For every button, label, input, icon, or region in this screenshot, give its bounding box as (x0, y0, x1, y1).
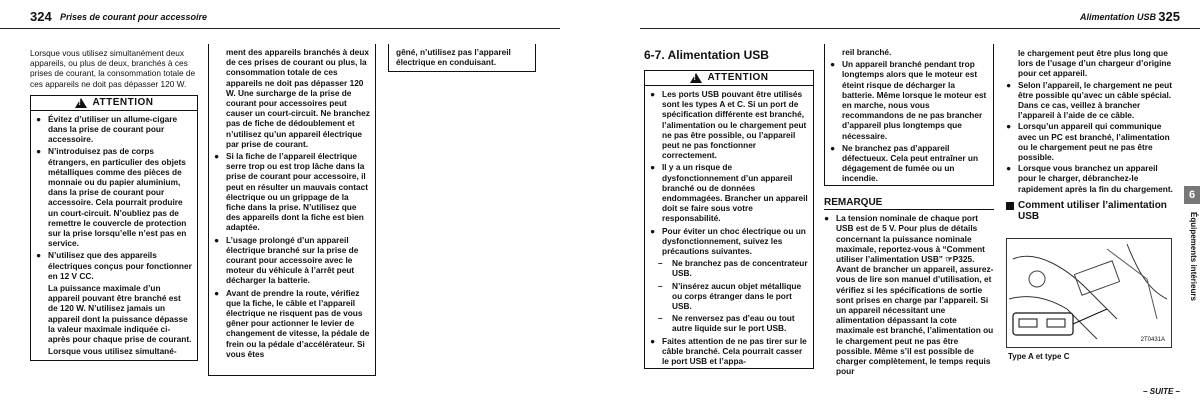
square-bullet-icon (1006, 202, 1014, 210)
list-item: ● Selon l’appareil, le chargement ne peut être possible qu’avec un câble spécial. Dans ce cas, veillez à brancher l’appareil à l’aide de ce câble. (1006, 79, 1172, 121)
subsection-title: Comment utiliser l’alimentation USB (1018, 199, 1167, 222)
remarque-title: REMARQUE (824, 198, 994, 210)
figure-code: 2T0431A (1140, 337, 1165, 343)
list-item: – Ne renversez pas d’eau ou tout autre liquide sur le port USB. (658, 313, 795, 334)
chapter-label: Équipements intérieurs (1189, 212, 1198, 301)
continued-text: Lorsque vous utilisez simultané- (48, 346, 177, 357)
list-item: ● Il y a un risque de dysfonctionnement d’un appareil branché ou de données endommagées. Brancher un appareil doit se faire sous votre responsabilité. (650, 162, 808, 224)
list-item: ● Faites attention de ne pas tirer sur le câble branché. Cela pourrait casser le port USB et l’appa- (650, 335, 807, 367)
list-item: ● Pour éviter un choc électrique ou un dysfonctionnement, suivez les précautions suivantes. (650, 225, 806, 257)
column-text: gêné, n’utilisez pas l’appareil électrique en conduisant. (396, 47, 511, 68)
page-number: 325 (1158, 9, 1180, 24)
page-header (640, 6, 1200, 29)
figure-caption: Type A et type C (1008, 352, 1070, 361)
chapter-tab: 6 (1184, 186, 1200, 204)
list-item: – N’insérez aucun objet métallique ou corps étranger dans le port USB. (658, 280, 802, 312)
column-lead-text: le chargement peut être plus long que lors de l’usage d’un chargeur d’origine pour cet appareil. (1018, 48, 1172, 79)
list-item: ● Un appareil branché pendant trop longtemps alors que le moteur est éteint risque de décharger la batterie. Même lorsque le moteur est en marche, nous vous recommandons de ne pas brancher d’appareil plus longtemps que nécessaire. (830, 59, 987, 141)
page-325 (640, 0, 1200, 402)
page-header (0, 6, 560, 29)
subsection-heading (1006, 200, 1174, 222)
list-item: ● La tension nominale de chaque port USB est de 5 V. Pour plus de détails concernant la puissance nominale maximale, reportez-vous à “Comment utiliser l’alimentation USB” ☞P325. Avant de brancher un appareil, assurez-vous de lire son manuel d’utilisation, et vérifiez si les spécifications de sortie sont prises en charge par l’appareil. Si un appareil nécessitant une alimentation dépassant la cote maximale est branché, l’alimentation ou le chargement peut ne pas être possible. Même s’il est possible de charger complètement, le temps requis pour (824, 213, 994, 377)
continued-marker: – SUITE – (1143, 387, 1180, 396)
left-column-2 (208, 44, 376, 376)
list-item: ● Avant de prendre la route, vérifiez que la fiche, le câble et l’appareil électrique ne risquent pas de vous gêner pour actionner le levier de changement de vitesse, la pédale de frein ou la pédale d’accélérateur. Si vous êtes (214, 287, 370, 359)
attention-label: ATTENTION (92, 96, 154, 108)
attention-box (30, 95, 198, 362)
list-item: ● Lorsque vous branchez un appareil pour le charger, débranchez-le rapidement après la fin du chargement. (1006, 163, 1173, 194)
header-title: Prises de courant pour accessoire (60, 12, 208, 22)
usb-location-figure (1006, 238, 1172, 348)
list-item: ● Les ports USB pouvant être utilisés sont les types A et C. Si un port de spécification différente est branché, l’alimentation ou le chargement peut ne pas être possible, ou l’appareil peut ne pas fonctionner correctement. (650, 89, 807, 161)
page-number: 324 (30, 9, 52, 24)
warning-triangle-icon (75, 98, 87, 108)
intro-paragraph: Lorsque vous utilisez simultanément deux appareils, ou plus de deux, branchés à ces prises de courant, la consommation totale de ces appareils ne doit pas dépasser 120 W. (30, 48, 196, 89)
max-power-paragraph: La puissance maximale d’un appareil pouvant être branché est de 120 W. N’utilisez jamais un appareil dont la puissance dépasse la valeur maximale indiquée ci-après pour chaque prise de courant. (48, 283, 192, 345)
attention-continued-box (824, 44, 994, 186)
column-lead-text: reil branché. (842, 47, 892, 57)
right-column-1 (644, 48, 814, 369)
list-item: ● N’utilisez que des appareils électriques conçus pour fonctionner en 12 V CC. (36, 250, 192, 281)
section-title: 6-7. Alimentation USB (644, 48, 769, 62)
right-column-2 (824, 44, 994, 376)
page-324 (0, 0, 560, 402)
warning-triangle-icon (690, 73, 702, 83)
left-column-3 (388, 44, 536, 72)
attention-header (31, 96, 197, 111)
list-item: – Ne branchez pas de concentrateur USB. (658, 258, 808, 279)
attention-label: ATTENTION (707, 71, 769, 83)
list-item: ● Lorsqu’un appareil qui communique avec un PC est branché, l’alimentation ou le chargement peut ne pas être possible. (1006, 121, 1170, 163)
list-item: ● Ne branchez pas d’appareil défectueux. Cela peut entraîner un dégagement de fumée ou un incendie. (830, 142, 979, 184)
right-column-3 (1006, 48, 1174, 222)
attention-box (644, 70, 814, 369)
list-item: ● Si la fiche de l’appareil électrique serre trop ou est trop lâche dans la prise de courant pour accessoire, il peut en résulter un mauvais contact électrique ou un grippage de la fiche dans la prise. N’utilisez que des appareils dont la fiche est bien adaptée. (214, 151, 369, 233)
list-item: ● Évitez d’utiliser un allume-cigare dans la prise de courant pour accessoire. (36, 113, 178, 145)
list-item: ● L’usage prolongé d’un appareil électrique branché sur la prise de courant pour accessoire avec le moteur du véhicule à l’arrêt peut décharger la batterie. (214, 234, 359, 286)
list-item: ● N’introduisez pas de corps étrangers, en particulier des objets métalliques comme des pièces de monnaie ou du papier aluminium, dans la prise de courant pour accessoire. Cela pourrait produire un court-circuit. N’oubliez pas de remettre le couvercle de protection sur la prise lorsqu’elle n’est pas en service. (36, 146, 187, 249)
left-column-1 (30, 48, 198, 361)
column-lead-text: ment des appareils branchés à deux de ces prises de courant ou plus, la consommation totale de ces appareils ne doit pas dépasser 120 W. Une surcharge de la prise de courant pour accessoires peut causer un court-circuit. Ne branchez pas de fiche de dédoublement et n’utilisez qu’un appareil électrique par prise de courant. (226, 47, 370, 149)
dashboard-illustration (1007, 239, 1171, 347)
attention-header (645, 71, 813, 86)
usb-ports-callout (1013, 313, 1073, 335)
header-title: Alimentation USB (1079, 12, 1156, 22)
